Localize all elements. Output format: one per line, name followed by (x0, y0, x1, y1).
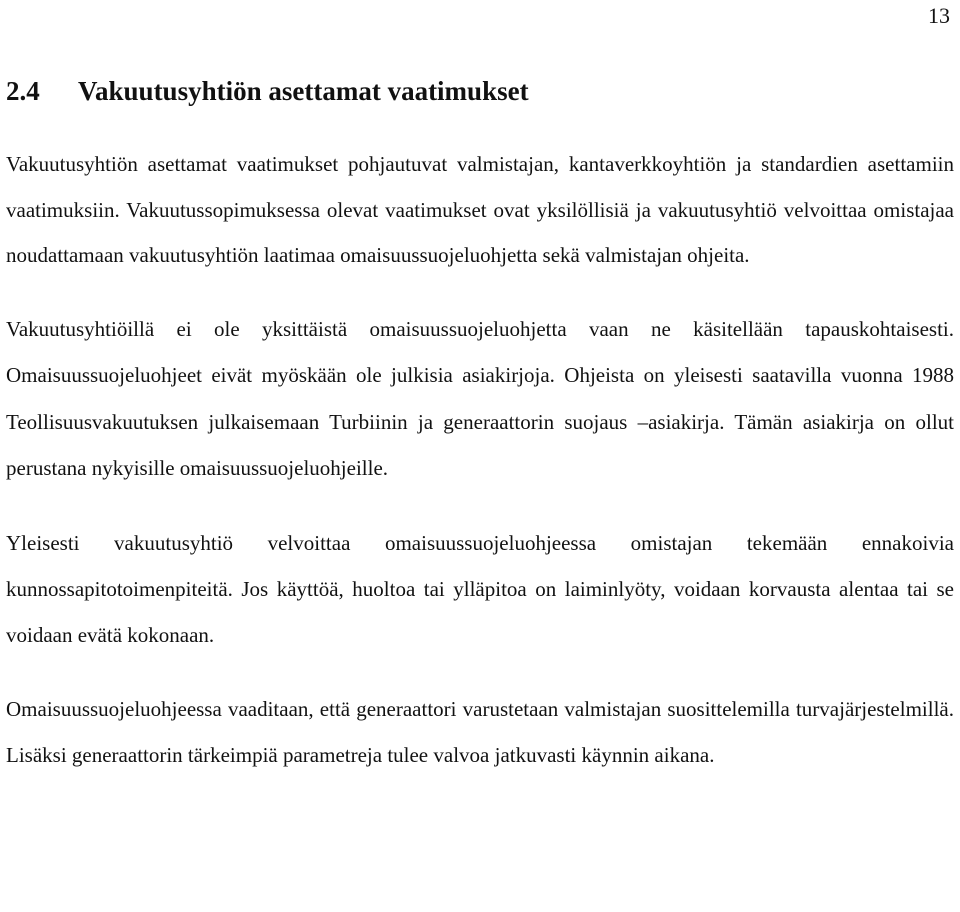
section-number: 2.4 (6, 76, 40, 106)
paragraph-safety-systems: Omaisuussuojeluohjeessa vaaditaan, että generaattori varustetaan valmistajan suosittelemilla turvajärjestelmillä. Lisäksi generaattorin tärkeimpiä parametreja tulee valvoa jatkuvasti käynnin aikana. (6, 696, 954, 767)
document-body (6, 142, 954, 778)
section-title: Vakuutusyhtiön asettamat vaatimukset (78, 76, 529, 106)
paragraph-protection-guidelines: Vakuutusyhtiöillä ei ole yksittäistä omaisuussuojeluohjetta vaan ne käsitellään tapauskohtaisesti. Omaisuussuojeluohjeet eivät myöskään ole julkisia asiakirjoja. Ohjeista on yleisesti saatavilla vuonna 1988 Teollisuusvakuutuksen julkaisemaan Turbiinin ja generaattorin suojaus –asiakirja. Tämän asiakirja on ollut perustana nykyisille omaisuussuojeluohjeille. (6, 316, 954, 480)
paragraph-preventive-maintenance: Yleisesti vakuutusyhtiö velvoittaa omaisuussuojeluohjeessa omistajan tekemään ennakoivia kunnossapitotoimenpiteitä. Jos käyttöä, huoltoa tai ylläpitoa on laiminlyöty, voidaan korvausta alentaa tai se voidaan evätä kokonaan. (6, 530, 954, 647)
section-heading (6, 74, 529, 108)
paragraph-requirements-basis: Vakuutusyhtiön asettamat vaatimukset pohjautuvat valmistajan, kantaverkkoyhtiön ja standardien asettamiin vaatimuksiin. Vakuutussopimuksessa olevat vaatimukset ovat yksilöllisiä ja vakuutusyhtiö velvoittaa omistajaa noudattamaan vakuutusyhtiön laatimaa omaisuussuojeluohjetta sekä valmistajan ohjeita. (6, 152, 954, 267)
page-number: 13 (928, 3, 950, 28)
